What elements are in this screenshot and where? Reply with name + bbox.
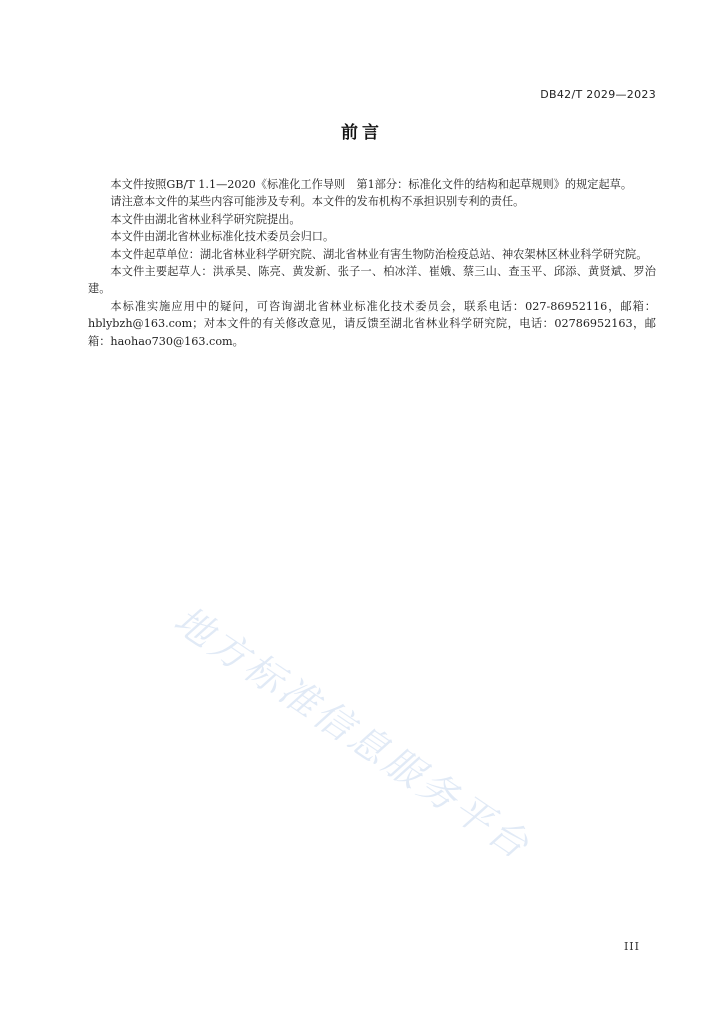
watermark: 地方标准信息服务平台 <box>166 597 540 869</box>
paragraph-drafting-units: 本文件起草单位：湖北省林业科学研究院、湖北省林业有害生物防治检疫总站、神农架林区林业科学研究院。 <box>110 247 648 261</box>
foreword-body <box>88 176 656 350</box>
page-number: III <box>623 940 640 953</box>
paragraph-centralized-by: 本文件由湖北省林业标准化技术委员会归口。 <box>110 230 335 244</box>
paragraph-drafting-rules: 本文件按照GB/T 1.1—2020《标准化工作导则 第1部分：标准化文件的结构和起草规则》的规定起草。 <box>110 178 633 191</box>
paragraph-contact-info: 本标准实施应用中的疑问，可咨询湖北省林业标准化技术委员会，联系电话：027-86952116，邮箱：hblybzh@163.com；对本文件的有关修改意见，请反馈至湖北省林业科学研究院，电话：02786952163，邮箱：haohao730@163.com。 <box>88 299 656 348</box>
page-title: 前言 <box>341 123 383 143</box>
standard-code: DB42/T 2029—2023 <box>540 88 656 101</box>
paragraph-proposer: 本文件由湖北省林业科学研究院提出。 <box>110 212 301 226</box>
paragraph-drafters: 本文件主要起草人：洪承昊、陈亮、黄发新、张子一、柏冰洋、崔娥、蔡三山、查玉平、邱添、黄贤斌、罗治建。 <box>88 265 656 296</box>
paragraph-patent-notice: 请注意本文件的某些内容可能涉及专利。本文件的发布机构不承担识别专利的责任。 <box>110 195 525 209</box>
